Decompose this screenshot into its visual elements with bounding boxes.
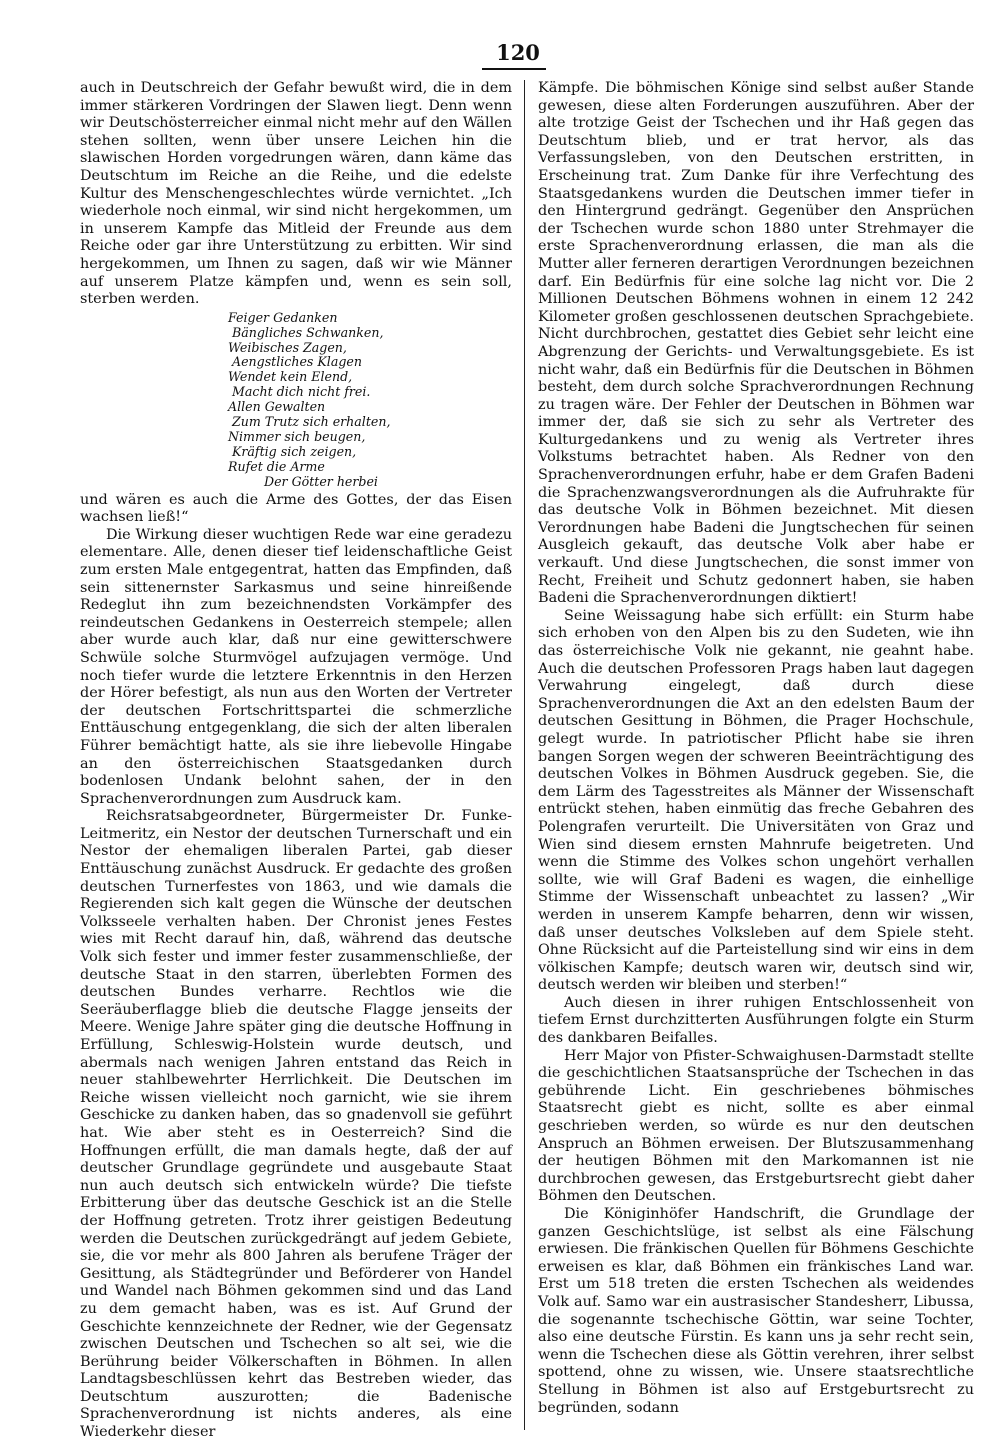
left-paragraph-2: und wären es auch die Arme des Gottes, der das Eisen wachsen ließ!“	[80, 491, 512, 526]
poem-line: Kräftig sich zeigen,	[232, 443, 357, 459]
left-paragraph-4: Reichsratsabgeordneter, Bürgermeister Dr. Funke-Leitmeritz, ein Nestor der deutschen Turnerschaft und ein Nestor der ehemaligen liberalen Partei, gab dieser Enttäuschung zunächst Ausdruck. Er gedachte des großen deutschen Turnerfestes von 1863, und wie damals die Regierenden sich kalt gegen die Wünsche der deutschen Volksseele verhalten haben. Der Chronist jenes Festes wies mit Recht darauf hin, daß, während das deutsche Volk sich fester und immer fester zusammenschließe, der deutsche Staat in den starren, überlebten Formen des deutschen Bundes verharre. Rechtlos wie die Seeräuberflagge blieb die deutsche Flagge jenseits der Meere. Wenige Jahre später ging die deutsche Hoffnung in Erfüllung, Schleswig-Holstein wurde deutsch, und abermals nach wenigen Jahren entstand das Reich in neuer stahlbewehrter Herrlichkeit. Die Deutschen im Reiche wissen vielleicht noch garnicht, wie sie ihrem Geschicke zu danken haben, das so gnadenvoll sie geführt hat. Wie aber steht es in Oesterreich? Sind die Hoffnungen erfüllt, die man damals hegte, daß der auf deutscher Grundlage gegründete und ausgebaute Staat nun auch deutsch sich entwickeln würde? Die tiefste Erbitterung über das deutsche Geschick ist an die Stelle der Hoffnung getreten. Trotz ihrer geistigen Bedeutung werden die Deutschen zurückgedrängt auf jedem Gebiete, sie, die vor mehr als 800 Jahren als berufene Träger der Gesittung, als Städtegründer und Beförderer von Handel und Wandel nach Böhmen gekommen sind und das Land zu dem gemacht haben, was es ist. Auf Grund der Geschichte kennzeichnete der Redner, wie der Gegensatz zwischen Deutschen und Tschechen so alt sei, wie die Berührung beider Völkerschaften in Böhmen. In allen Landtagsbeschlüssen kehrt das Bestreben wieder, das Deutschtum auszurotten; die Badenische Sprachenverordnung ist nichts anderes, als eine Wiederkehr dieser	[80, 808, 512, 1441]
left-paragraph-3: Die Wirkung dieser wuchtigen Rede war eine geradezu elementare. Alle, denen dieser tief leidenschaftliche Geist zum ersten Male entgegentrat, hatten das Empfinden, daß sein sittenernster Sarkasmus und seine hinreißende Redeglut ihn zum bezeichnendsten Vorkämpfer des reindeutschen Gedankens in Oesterreich stempele; allen aber wurde auch klar, daß nur eine gewitterschwere Schwüle solche Sturmvögel aufzujagen vermöge. Und noch tiefer wurde die letztere Erkenntnis in den Herzen der Hörer befestigt, als nun aus den Worten der Vertreter der deutschen Fortschrittspartei die schmerzliche Enttäuschung entgegenklang, die sich der alten liberalen Führer bemächtigt hatte, als sie ihre liebevolle Hingabe an den österreichischen Staatsgedanken durch bodenlosen Undank belohnt sahen, der in den Sprachenverordnungen zum Ausdruck kam.	[80, 526, 512, 807]
right-paragraph-3: Auch diesen in ihrer ruhigen Entschlossenheit von tiefem Ernst durchzitterten Ausführungen folgte ein Sturm des dankbaren Beifalles.	[538, 994, 974, 1047]
right-paragraph-1: Kämpfe. Die böhmischen Könige sind selbst außer Stande gewesen, diese alten Forderungen auszuführen. Aber der alte trotzige Geist der Tschechen und ihr Haß gegen das Deutschtum blieb, und er trat hervor, als das Verfassungsleben, von den Deutschen erstritten, in Erscheinung trat. Zum Danke für ihre Verfechtung des Staatsgedankens wurden die Deutschen immer tiefer in den Hintergrund gedrängt. Gegenüber den Ansprüchen der Tschechen wurde schon 1880 unter Strehmayer die erste Sprachenverordnung erlassen, die man als die Mutter aller ferneren derartigen Verordnungen bezeichnen darf. Ein Bedürfnis für eine solche lag nicht vor. Die 2 Millionen Deutschen Böhmens wohnen in einem 12 242 Kilometer großen geschlossenen deutschen Sprachgebiete. Nicht durchbrochen, gestattet dies Gebiet sehr leicht eine Abgrenzung der Gerichts- und Verwaltungsgebiete. Es ist nicht wahr, daß ein Bedürfnis für die Deutschen in Böhmen besteht, dem durch solche Sprachverordnungen Rechnung zu tragen wäre. Der Fehler der Deutschen in Böhmen war immer der, daß sie sich zu sehr als Vertreter des Kulturgedankens und zu wenig als Vertreter ihres Volkstums betrachtet haben. Als Redner von den Sprachenverordnungen erfuhr, habe er dem Grafen Badeni die Sprachenzwangsverordnungen als die Aufruhrakte für das deutsche Volk in Böhmen bezeichnet. Mit diesen Verordnungen habe Badeni die Jungtschechen für seinen Ausgleich gekauft, das deutsche Volk aber habe er verkauft. Und diese Jungtschechen, die sonst immer von Recht, Freiheit und Schutz gedonnert haben, sie haben Badeni die Sprachenverordnungen diktiert!	[538, 80, 974, 607]
poem-line: Macht dich nicht frei.	[232, 384, 371, 400]
right-paragraph-2: Seine Weissagung habe sich erfüllt: ein Sturm habe sich erhoben von den Alpen bis zu den Sudeten, wie ihn das österreichische Volk nie gekannt, nie geahnt habe. Auch die deutschen Professoren Prags haben laut dagegen Verwahrung eingelegt, daß durch diese Sprachenverordnungen die Axt an den edelsten Baum der deutschen Gesittung in Böhmen, die Prager Hochschule, gelegt wurde. In patriotischer Pflicht habe sie ihren bangen Sorgen wegen der schweren Beeinträchtigung des deutschen Volkes in Böhmen Ausdruck gegeben. Sie, die dem Lärm des Tagesstreites als Männer der Wissenschaft entrückt stehen, haben einmütig das freche Gebahren des Polengrafen verurteilt. Die Universitäten von Graz und Wien sind diesem ernsten Mahnrufe beigetreten. Und wenn die Stimme des Volkes schon ungehört verhallen sollte, wie will Graf Badeni es wagen, die einhellige Stimme der Wissenschaft unbeachtet zu lassen? „Wir werden in unserem Kampfe beharren, denn wir wissen, daß unser deutsches Volksleben auf dem Spiele steht. Ohne Rücksicht auf die Parteistellung sind wir eins in dem völkischen Kampfe; deutsch waren wir, deutsch sind wir, deutsch werden wir bleiben und sterben!“	[538, 607, 974, 994]
poem-line: Nimmer sich beugen,	[228, 428, 366, 444]
right-paragraph-4: Herr Major von Pfister-Schwaighusen-Darmstadt stellte die geschichtlichen Staatsansprüche der Tschechen in das gebührende Licht. Ein geschriebenes böhmisches Staatsrecht giebt es nicht, sollte es aber einmal geschrieben werden, so würde es nur den deutschen Anspruch an Böhmen erweisen. Der Blutszusammenhang der heutigen Böhmen mit den Markomannen ist nie durchbrochen gewesen, das Erstgeburtsrecht giebt daher Böhmen den Deutschen.	[538, 1047, 974, 1205]
right-column	[538, 80, 974, 1430]
poem-line: Weibisches Zagen,	[228, 339, 347, 355]
left-paragraph-1: auch in Deutschreich der Gefahr bewußt wird, die in dem immer stärkeren Vordringen der Slawen liegt. Denn wenn wir Deutschösterreicher einmal nicht mehr auf den Wällen stehen sollten, wenn über unsere Leichen hin die slawischen Horden vorgedrungen wären, dann käme das Deutschtum im Reiche an die Reihe, und die edelste Kultur des Menschengeschlechtes würde vernichtet. „Ich wiederhole noch einmal, wir sind nicht hergekommen, um in unserem Kampfe das Mitleid der Freunde aus dem Reiche oder gar ihre Unterstützung zu erbitten. Wir sind hergekommen, um Ihnen zu sagen, daß wir wie Männer auf unserem Platze kämpfen und, wenn es sein soll, sterben werden.	[80, 80, 512, 308]
page-number: 120	[496, 40, 540, 65]
poem-line: Zum Trutz sich erhalten,	[232, 414, 391, 430]
right-paragraph-5: Die Königinhöfer Handschrift, die Grundlage der ganzen Geschichtslüge, ist selbst als eine Fälschung erwiesen. Die fränkischen Quellen für Böhmens Geschichte erweisen es klar, daß Böhmen ein fränkisches Land war. Erst um 518 treten die ersten Tschechen als weidendes Volk auf. Samo war ein austrasischer Standesherr, Libussa, die sogenannte tschechische Göttin, war seine Tochter, also eine deutsche Fürstin. Es kann uns ja sehr recht sein, wenn die Tschechen diese als Göttin verehren, ihrer selbst spottend, ohne zu wissen, wie. Unsere staatsrechtliche Stellung in Böhmen ist also auf Erstgeburtsrecht zu begründen, sodann	[538, 1206, 974, 1416]
poem	[228, 311, 512, 490]
poem-line: Bängliches Schwanken,	[232, 324, 384, 340]
poem-line: Rufet die Arme	[228, 458, 325, 474]
poem-line: Der Götter herbei	[264, 473, 378, 489]
poem-line: Wendet kein Elend,	[228, 369, 353, 385]
poem-line: Allen Gewalten	[228, 399, 326, 415]
column-divider	[524, 80, 525, 1430]
left-column	[80, 80, 512, 1441]
poem-line: Feiger Gedanken	[228, 309, 338, 325]
page-number-underline	[482, 68, 546, 70]
poem-line: Aengstliches Klagen	[232, 354, 362, 370]
